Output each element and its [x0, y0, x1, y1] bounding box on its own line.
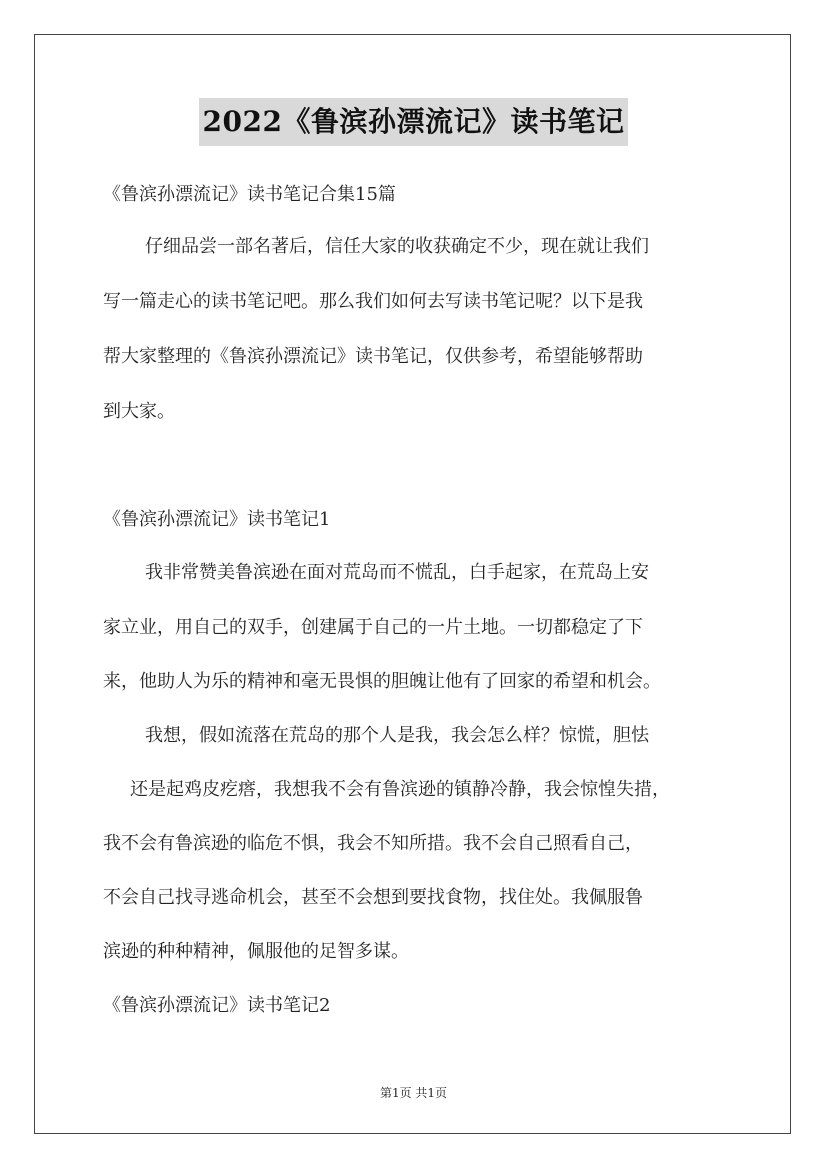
- intro-line-1: 仔细品尝一部名著后，信任大家的收获确定不少，现在就让我们: [145, 236, 649, 257]
- intro-line-2: 写一篇走心的读书笔记吧。那么我们如何去写读书笔记呢？以下是我: [103, 291, 643, 312]
- section-1-para-2-line-1: 我想，假如流落在荒岛的那个人是我，我会怎么样？惊慌，胆怯: [145, 725, 649, 746]
- section-1-para-1-line-3: 来，他助人为乐的精神和毫无畏惧的胆魄让他有了回家的希望和机会。: [103, 671, 661, 692]
- intro-line-3: 帮大家整理的《鲁滨孙漂流记》读书笔记，仅供参考，希望能够帮助: [103, 346, 643, 367]
- intro-line-4: 到大家。: [103, 401, 175, 422]
- section-1-para-2-line-5: 滨逊的种种精神，佩服他的足智多谋。: [103, 941, 409, 962]
- section-1-para-2-line-2: 还是起鸡皮疙瘩，我想我不会有鲁滨逊的镇静冷静，我会惊惶失措，: [130, 779, 670, 800]
- title-container: [0, 98, 827, 146]
- section-1-heading: 《鲁滨孙漂流记》读书笔记1: [103, 509, 331, 530]
- document-title: 2022《鲁滨孙漂流记》读书笔记: [199, 98, 629, 146]
- section-1-para-1-line-2: 家立业，用自己的双手，创建属于自己的一片土地。一切都稳定了下: [103, 617, 643, 638]
- section-1-para-1-line-1: 我非常赞美鲁滨逊在面对荒岛而不慌乱，白手起家，在荒岛上安: [145, 562, 649, 583]
- section-1-para-2-line-4: 不会自己找寻逃命机会，甚至不会想到要找食物，找住处。我佩服鲁: [103, 887, 643, 908]
- document-subtitle: 《鲁滨孙漂流记》读书笔记合集15篇: [103, 184, 396, 205]
- section-2-heading: 《鲁滨孙漂流记》读书笔记2: [103, 995, 331, 1016]
- section-1-para-2-line-3: 我不会有鲁滨逊的临危不惧，我会不知所措。我不会自己照看自己，: [103, 833, 643, 854]
- page-footer: 第1页 共1页: [379, 1086, 448, 1100]
